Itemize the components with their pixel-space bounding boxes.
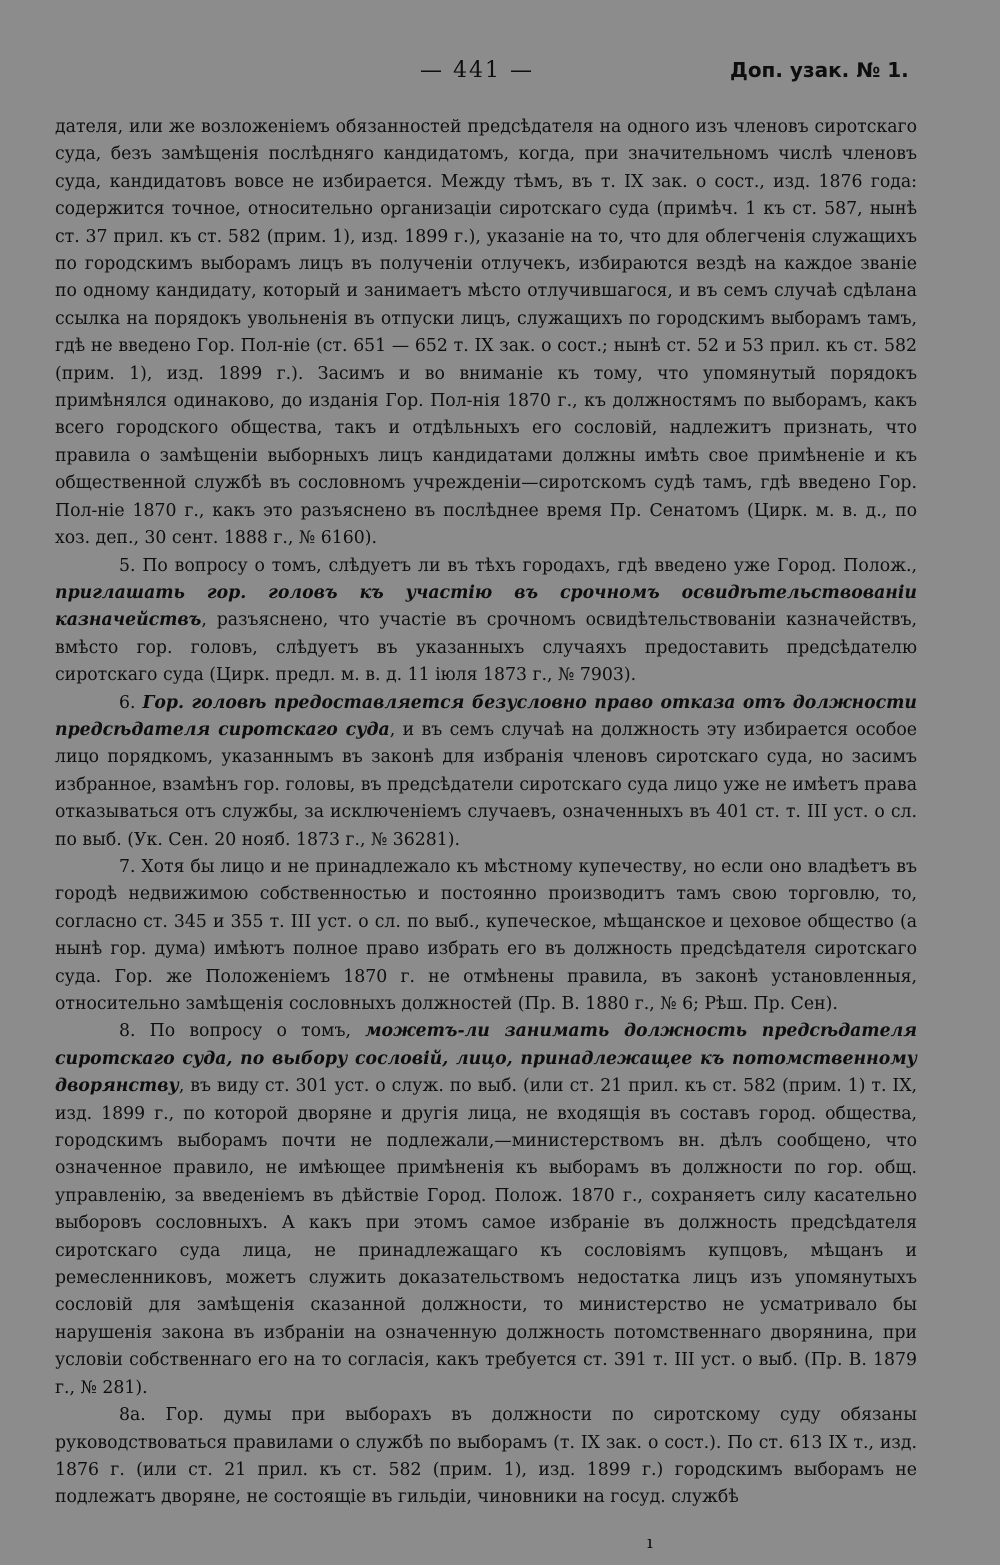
- text-run: 6.: [119, 692, 143, 713]
- text-run: 7. Хотя бы лицо и не принадлежало къ мѣстному купечеству, но если оно владѣетъ въ городѣ недвижимою собственностью и постоянно производитъ тамъ свою торговлю, то, согласно ст. 345 и 355 т. III уст. о сл. по выб., купеческое, мѣщанское и цеховое общество (а нынѣ гор. дума) имѣютъ полное право избрать его въ должность предсѣдателя сиротскаго суда. Гор. же Положеніемъ 1870 г. не отмѣнены правила, въ законѣ установленныя, относительно замѣщенія сословныхъ должностей (Пр. В. 1880 г., № 6; Рѣш. Пр. Сен).: [55, 856, 917, 1014]
- italic-emphasis: можетъ-ли занимать должность предсѣдателя сиротскаго суда, по выбору сословій, лицо, принадлежащее къ потомственному дворянству: [55, 1021, 917, 1097]
- italic-emphasis: Гор. головѣ предоставляется безусловно право отказа отъ должности предсѣдателя сиротскаго суда: [55, 692, 917, 740]
- text-run: , и въ семъ случаѣ на должность эту избирается особое лицо порядкомъ, указаннымъ въ законѣ для избранія членовъ сиротскаго суда, но засимъ избранное, взамѣнъ гор. головы, въ предсѣдатели сиротскаго суда лицо уже не имѣетъ права отказываться отъ службы, за исключеніемъ случаевъ, означенныхъ въ 401 ст. т. III уст. о сл. по выб. (Ук. Сен. 20 нояб. 1873 г., № 36281).: [55, 719, 917, 850]
- text-run: дателя, или же возложеніемъ обязанностей предсѣдателя на одного изъ членовъ сиротскаго суда, безъ замѣщенія послѣдняго кандидатомъ, когда, при значительномъ числѣ членовъ суда, кандидатовъ вовсе не избирается. Между тѣмъ, въ т. IX зак. о сост., изд. 1876 года: содержится точное, относительно организаціи сиротскаго суда (примѣч. 1 къ ст. 587, нынѣ ст. 37 прил. къ ст. 582 (прим. 1), изд. 1899 г.), указаніе на то, что для облегченія служащихъ по городскимъ выборамъ лицъ въ полученіи отлучекъ, избираются вездѣ на каждое званіе по одному кандидату, который и занимаетъ мѣсто отлучившагося, и въ семъ случаѣ сдѣлана ссылка на порядокъ увольненія въ отпуски лицъ, служащихъ по городскимъ выборамъ тамъ, гдѣ не введено Гор. Пол-ніе (ст. 651 — 652 т. IX зак. о сост.; нынѣ ст. 52 и 53 прил. къ ст. 582 (прим. 1), изд. 1899 г.). Засимъ и во вниманіе къ тому, что упомянутый порядокъ примѣнялся одинаково, до изданія Гор. Пол-нія 1870 г., къ должностямъ по выборамъ, какъ всего городского общества, такъ и отдѣльныхъ его сословій, надлежитъ признать, что правила о замѣщеніи выборныхъ лицъ кандидатами должны имѣть свое примѣненіе и къ общественной службѣ въ сословномъ учрежденіи—сиротскомъ судѣ тамъ, гдѣ введено Гор. Пол-ніе 1870 г., какъ это разъяснено въ послѣднее время Пр. Сенатомъ (Цирк. м. в. д., по хоз. деп., 30 сент. 1888 г., № 6160).: [55, 117, 917, 549]
- stray-mark: ı: [647, 1532, 653, 1553]
- paragraph: [55, 1402, 917, 1512]
- body-text: [55, 114, 917, 1512]
- page-number: — 441 —: [420, 58, 534, 83]
- text-run: 8. По вопросу о томъ,: [119, 1021, 366, 1042]
- document-reference: Доп. узак. № 1.: [730, 58, 909, 82]
- paragraph: [55, 553, 917, 690]
- text-run: , разъяснено, что участіе въ срочномъ освидѣтельствованіи казначействъ, вмѣсто гор. головъ, слѣдуетъ въ указанныхъ случаяхъ предоставить предсѣдателю сиротскаго суда (Цирк. предл. м. в. д. 11 іюля 1873 г., № 7903).: [55, 610, 917, 686]
- paragraph: [55, 854, 917, 1018]
- text-run: 5. По вопросу о томъ, слѣдуетъ ли въ тѣхъ городахъ, гдѣ введено уже Город. Полож.,: [119, 555, 917, 576]
- paragraph: [55, 114, 917, 553]
- text-run: 8а. Гор. думы при выборахъ въ должности по сиротскому суду обязаны руководствоваться правилами о службѣ по выборамъ (т. IX зак. о сост.). По ст. 613 IX т., изд. 1876 г. (или ст. 21 прил. къ ст. 582 (прим. 1), изд. 1899 г.) городскимъ выборамъ не подлежатъ дворяне, не состоящіе въ гильдіи, чиновники на госуд. службѣ: [55, 1405, 917, 1508]
- paragraph: [55, 1018, 917, 1402]
- paragraph: [55, 690, 917, 854]
- text-run: , въ виду ст. 301 уст. о служ. по выб. (или ст. 21 прил. къ ст. 582 (прим. 1) т. IX, изд. 1899 г., по которой дворяне и другія лица, не входящія въ составъ город. общества, городскимъ выборамъ почти не подлежали,—министерствомъ вн. дѣлъ сообщено, что означенное правило, не имѣющее примѣненія къ выборамъ въ должности по гор. общ. управленію, за введеніемъ въ дѣйствіе Город. Полож. 1870 г., сохраняетъ силу касательно выборовъ сословныхъ. А какъ при этомъ самое избраніе въ должность предсѣдателя сиротскаго суда лица, не принадлежащаго къ сословіямъ купцовъ, мѣщанъ и ремесленниковъ, можетъ служить доказательствомъ недостатка лицъ изъ упомянутыхъ сословій для замѣщенія сказанной должности, то министерство не усматривало бы нарушенія закона въ избраніи на означенную должность потомственнаго дворянина, при условіи собственнаго его на то согласія, какъ требуется ст. 391 т. III уст. о выб. (Пр. В. 1879 г., № 281).: [55, 1076, 917, 1398]
- italic-emphasis: приглашать гор. головъ къ участію въ срочномъ освидѣтельствованіи казначействъ: [55, 582, 917, 631]
- page-header: [0, 58, 1000, 88]
